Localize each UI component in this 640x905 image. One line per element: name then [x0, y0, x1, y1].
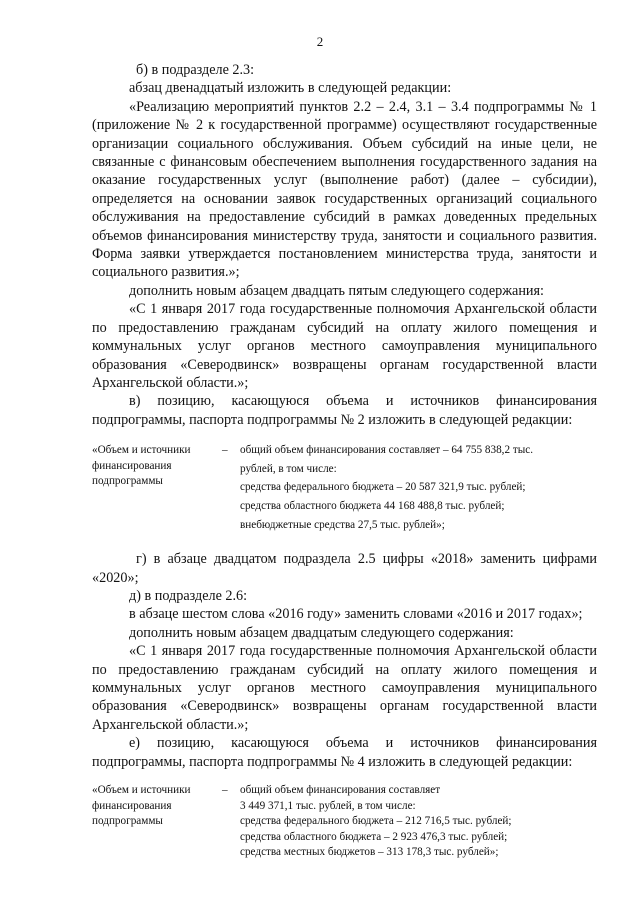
paragraph: в) позицию, касающуюся объема и источников финансирования подпрограммы, паспорта подпрограммы № 2 изложить в следующей редакции: — [92, 393, 597, 428]
table-value-line: 3 449 371,1 тыс. рублей, в том числе: — [240, 799, 416, 812]
table-value-line: средства местных бюджетов – 313 178,3 тыс. рублей»; — [240, 846, 499, 859]
paragraph: дополнить новым абзацем двадцатым следующего содержания: — [129, 624, 514, 641]
paragraph: е) позицию, касающуюся объема и источников финансирования подпрограммы, паспорта подпрограммы № 4 изложить в следующей редакции: — [92, 735, 597, 770]
table-value-line: рублей, в том числе: — [240, 462, 337, 475]
funding-table-values — [240, 443, 597, 536]
table-value-line: внебюджетные средства 27,5 тыс. рублей»; — [240, 518, 445, 531]
funding-table-label — [92, 443, 222, 536]
paragraph: «С 1 января 2017 года государственные полномочия Архангельской области по предоставлению гражданам субсидий на оплату жилого помещения и коммунальных услуг органов местного самоуправления муниципального образования «Северодвинск» возвращены органам государственной власти Архангельской области.»; — [92, 643, 597, 733]
paragraphs-middle — [92, 550, 597, 771]
funding-table-dash: – — [222, 444, 228, 457]
table-label-line: подпрограммы — [92, 815, 163, 828]
paragraph: б) в подразделе 2.3: — [136, 62, 255, 78]
table-value-line: средства областного бюджета 44 168 488,8 тыс. рублей; — [240, 499, 505, 512]
page-number: 2 — [316, 34, 324, 49]
paragraph: абзац двенадцатый изложить в следующей редакции: — [129, 80, 452, 97]
table-value-line: средства федерального бюджета – 20 587 321,9 тыс. рублей; — [240, 481, 526, 494]
table-value-line: средства областного бюджета – 2 923 476,3 тыс. рублей; — [240, 830, 508, 843]
paragraph: «С 1 января 2017 года государственные полномочия Архангельской области по предоставлению гражданам субсидий на оплату жилого помещения и коммунальных услуг органов местного самоуправления муниципального образования «Северодвинск» возвращены органам государственной власти Архангельской области.»; — [92, 301, 597, 391]
table-value-line: средства федерального бюджета – 212 716,5 тыс. рублей; — [240, 815, 512, 828]
paragraph: д) в подразделе 2.6: — [129, 587, 248, 604]
table-label-line: финансирования — [92, 799, 172, 812]
funding-table-label — [92, 783, 222, 861]
paragraphs-top — [92, 61, 597, 429]
table-value-line: общий объем финансирования составляет – 64 755 838,2 тыс. — [240, 444, 534, 457]
table-label-line: подпрограммы — [92, 475, 163, 488]
paragraph: «Реализацию мероприятий пунктов 2.2 – 2.4, 3.1 – 3.4 подпрограммы № 1 (приложение № 2 к государственной программе) осуществляют государственные организации социального обслуживания. Объем субсидий на иные цели, не связанные с финансовым обеспечением выполнения государственного задания на оказание государственных услуг (выполнение работ) (далее – субсидии), определяется на основании заявок государственных организаций социального обслуживания на предоставление субсидий в рамках доведенных предельных объемов финансирования министерству труда, занятости и социального развития. Форма заявки утверждается постановлением министерства труда, занятости и социального развития.»; — [92, 98, 597, 281]
table-value-line: общий объем финансирования составляет — [240, 783, 441, 796]
paragraph: в абзаце шестом слова «2016 году» заменить словами «2016 и 2017 годах»; — [129, 606, 583, 623]
funding-table-subprogram-2 — [92, 443, 597, 536]
table-label-line: «Объем и источники — [92, 783, 191, 796]
funding-table-subprogram-4 — [92, 783, 597, 861]
paragraph: дополнить новым абзацем двадцать пятым следующего содержания: — [129, 282, 544, 299]
funding-table-dash: – — [222, 783, 228, 796]
table-label-line: финансирования — [92, 459, 172, 472]
table-label-line: «Объем и источники — [92, 444, 191, 457]
document-body — [92, 60, 597, 861]
funding-table-values — [240, 783, 597, 861]
paragraph: г) в абзаце двадцатом подраздела 2.5 цифры «2018» заменить цифрами «2020»; — [92, 551, 597, 586]
